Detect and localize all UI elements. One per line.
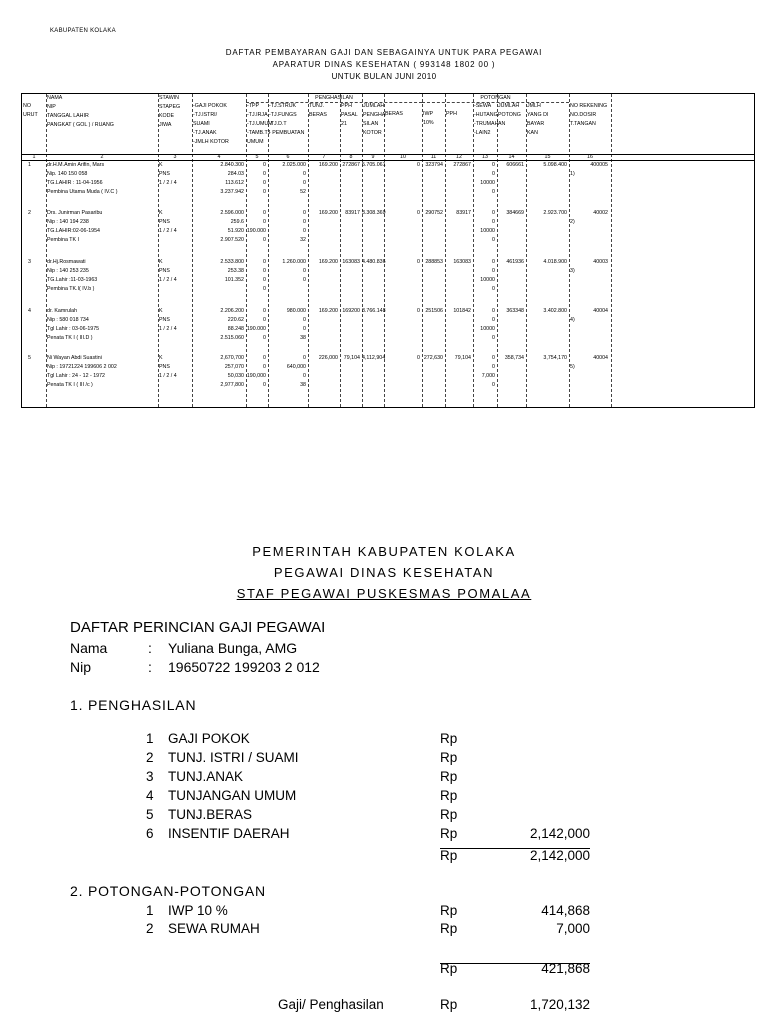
deduction-rice: 0 (417, 210, 420, 216)
status-code: PNS (159, 171, 170, 177)
column-number: 15 (544, 154, 551, 160)
rice-allowance: 226,000 (318, 355, 338, 361)
income-section-title: 1. PENGHASILAN (70, 697, 197, 713)
item-currency: Rp (440, 750, 458, 765)
income-tax: 79,104 (343, 355, 360, 361)
signature-number: 1) (570, 171, 575, 177)
item-value: 2,142,000 (529, 826, 590, 841)
allowance-value: 0 (263, 268, 266, 274)
income-tax: 169200 (342, 308, 360, 314)
income-total-currency: Rp (440, 848, 458, 863)
deduction-section-title: 2. POTONGAN-POTONGAN (70, 883, 266, 899)
header-nama: PANGKAT ( GOL ) / RUANG (47, 122, 114, 128)
salary-value: 3.237.942 (220, 189, 244, 195)
salary-value: 2.907.520 (220, 237, 244, 243)
deduction-tax: 83917 (456, 210, 471, 216)
salary-value: 50,030 (227, 373, 244, 379)
column-number: 9 (371, 154, 375, 160)
header-stawin: KODE (159, 113, 175, 119)
nip-separator: : (148, 659, 152, 675)
signature-number: 4) (570, 317, 575, 323)
structural-allowance: 0 (303, 180, 306, 186)
item-number: 1 (146, 731, 154, 746)
salary-value: 2,670,700 (220, 355, 244, 361)
header-stawin: STAPEG (159, 104, 181, 110)
deduction-rent: 0 (492, 335, 495, 341)
header-tpp: -TAMB.TJ (247, 130, 271, 136)
salary-value: 2,977,800 (220, 382, 244, 388)
header-sewa: -TRUMAH (474, 121, 499, 127)
allowance-value: 0 (263, 317, 266, 323)
employee-info: dr.H.M.Amin Arifin, Mars (47, 162, 105, 168)
deduction-tax: 163083 (453, 259, 471, 265)
employee-info: dr. Kamrulah (47, 308, 78, 314)
item-currency: Rp (440, 921, 458, 936)
net-pay: 2.923.700 (543, 210, 567, 216)
employee-info: TG.LAHIR:02-06-1954 (47, 228, 100, 234)
header-jml_pot: JUMLAH (498, 103, 520, 109)
deduction-rent: 0 (492, 237, 495, 243)
allowance-value: 0 (263, 219, 266, 225)
salary-value: 284.03 (227, 171, 244, 177)
item-number: 2 (146, 750, 154, 765)
status-code: K (159, 308, 163, 314)
column-number: 6 (286, 154, 290, 160)
status-code: 1 / 2 / 4 (159, 277, 177, 283)
header-jumlah: PENGHA (363, 112, 386, 118)
deduction-rent: 0 (492, 259, 495, 265)
structural-allowance: 0 (303, 277, 306, 283)
header-sewa: -SEWA (474, 103, 492, 109)
header-struk: -TJ.STRUK (269, 103, 297, 109)
account-number: 400005 (590, 162, 608, 168)
deduction-rent: 0 (492, 162, 495, 168)
deduction-rent: 10000 (480, 277, 495, 283)
doc-title-line3: UNTUK BULAN JUNI 2010 (331, 72, 437, 81)
header-gaji: -TJ.ISTRI/ (193, 112, 218, 118)
allowance-value: 0 (263, 180, 266, 186)
net-pay: 5.098.400 (543, 162, 567, 168)
item-number: 5 (146, 807, 154, 822)
salary-value: 257,070 (224, 364, 244, 370)
column-number: 16 (587, 154, 593, 160)
header-iwp: IWP (423, 111, 434, 117)
deduction-rent: 10000 (480, 228, 495, 234)
deduction-iwp: 272,630 (423, 355, 443, 361)
account-number: 40002 (593, 210, 608, 216)
deduction-rent: 7,000 (481, 373, 495, 379)
staff-title: STAF PEGAWAI PUSKESMAS POMALAA (236, 586, 532, 601)
allowance-value: 0 (263, 335, 266, 341)
employee-info: dr.Hj.Rosmawati (47, 259, 86, 265)
item-currency: Rp (440, 826, 458, 841)
dept-title: PEGAWAI DINAS KESEHATAN (273, 565, 495, 580)
structural-allowance: 1.260.000 (282, 259, 306, 265)
deduction-rent: 0 (492, 382, 495, 388)
net-salary-currency: Rp (440, 997, 458, 1012)
item-currency: Rp (440, 788, 458, 803)
doc-title-line2: APARATUR DINAS KESEHATAN ( 993148 1802 00 ) (272, 60, 496, 69)
account-number: 40003 (593, 259, 608, 265)
salary-value: 2.533.800 (220, 259, 244, 265)
structural-allowance: 0 (303, 317, 306, 323)
deduction-rent: 0 (492, 171, 495, 177)
header-gaji: -JMLH KOTOR (193, 139, 229, 145)
column-number: 4 (217, 154, 221, 160)
column-number: 5 (255, 154, 259, 160)
salary-value: 2.596.000 (220, 210, 244, 216)
account-number: 40004 (593, 355, 608, 361)
header-tpp: UMUM (247, 139, 264, 145)
gross-total: 3.308.369 (362, 210, 386, 216)
allowance-value: 0 (263, 286, 266, 292)
deduction-rent: 0 (492, 189, 495, 195)
deduction-iwp: 323794 (425, 162, 443, 168)
status-code: 1 / 2 / 4 (159, 373, 177, 379)
employee-info: Pembina Utama Muda ( IV.C ) (47, 189, 118, 195)
signature-number: 3) (570, 268, 575, 274)
status-code: 1 / 2 / 4 (159, 180, 177, 186)
structural-allowance: 980.000 (286, 308, 306, 314)
income-tax: 83917 (345, 210, 360, 216)
net-salary-value: 1,720,132 (529, 997, 590, 1012)
header-nama: NIP (47, 104, 56, 110)
deduction-rent: 0 (492, 364, 495, 370)
income-tax: 163083 (342, 259, 360, 265)
salary-value: 51.920 (227, 228, 244, 234)
employee-info: TG.Lahir :11-03-1963 (47, 277, 98, 283)
employee-info: Drs. Junirman Pasaribu (47, 210, 103, 216)
allowance-value: 0 (263, 364, 266, 370)
nama-value: Yuliana Bunga, AMG (168, 640, 298, 656)
allowance-value: 190.000 (246, 326, 266, 332)
employee-info: Pembina TK I (47, 237, 79, 243)
salary-value: 2.840.300 (220, 162, 244, 168)
header-jmlh: BAYAR (527, 121, 545, 127)
salary-value: 253.38 (227, 268, 244, 274)
salary-value: 2.206.200 (220, 308, 244, 314)
structural-allowance: 0 (303, 326, 306, 332)
salary-value: 113.612 (225, 180, 244, 186)
header-sewa: -LAIN2 (474, 130, 491, 136)
header-jmlh: KAN (527, 130, 538, 136)
header-jumlah: KOTOR (363, 130, 382, 136)
structural-allowance: 38 (300, 335, 306, 341)
item-label: GAJI POKOK (168, 731, 250, 746)
net-pay: 3,754,170 (543, 355, 567, 361)
deduction-total: 461936 (506, 259, 524, 265)
header-jmlh: YANG DI (527, 112, 549, 118)
allowance-value: 0 (263, 237, 266, 243)
income-total-value: 2,142,000 (529, 848, 590, 863)
header-tpp: -TJ.IRJA (247, 112, 268, 118)
deduction-iwp: 288853 (425, 259, 443, 265)
gross-total: 5.705.061 (362, 162, 386, 168)
row-number: 3 (28, 259, 31, 265)
employee-info: Tgl Lahir : 03-06-1975 (47, 326, 100, 332)
header-rek: NO.DOSIR (570, 112, 597, 118)
structural-allowance: 0 (303, 355, 306, 361)
column-number: 10 (400, 154, 406, 160)
status-code: 1 / 2 / 4 (159, 228, 177, 234)
row-number: 1 (28, 162, 31, 168)
header-gaji: SUAMI (193, 121, 210, 127)
gov-title: PEMERINTAH KABUPATEN KOLAKA (252, 544, 516, 559)
status-code: K (159, 210, 163, 216)
deduction-rent: 10000 (480, 180, 495, 186)
deduction-tax: 79,104 (454, 355, 471, 361)
item-number: 3 (146, 769, 154, 784)
employee-info: Pembina TK.I( IV.b ) (47, 286, 95, 292)
deduction-iwp: 290752 (425, 210, 443, 216)
header-beras: TUNJ. (309, 103, 325, 109)
deduction-rice: 0 (417, 308, 420, 314)
item-currency: Rp (440, 731, 458, 746)
net-pay: 3.402.800 (543, 308, 567, 314)
allowance-value: 0 (263, 259, 266, 265)
deduction-rent: 0 (492, 308, 495, 314)
rice-allowance: 169.200 (318, 308, 338, 314)
structural-allowance: 0 (303, 228, 306, 234)
column-number: 8 (349, 154, 353, 160)
employee-info: Tgl Lahir : 24 - 12 - 1972 (47, 373, 106, 379)
agency-name: KABUPATEN KOLAKA (50, 28, 116, 34)
item-number: 1 (146, 903, 154, 918)
detail-title: DAFTAR PERINCIAN GAJI PEGAWAI (70, 619, 326, 636)
column-number: 1 (32, 154, 36, 160)
deduction-total: 606661 (506, 162, 524, 168)
item-label: SEWA RUMAH (168, 921, 260, 936)
deduction-rent: 0 (492, 219, 495, 225)
deduction-total-currency: Rp (440, 961, 458, 976)
payroll-table (21, 93, 755, 408)
deduction-rice: 0 (417, 259, 420, 265)
header-tpp: -TPP (247, 103, 260, 109)
allowance-value: 0 (263, 382, 266, 388)
header-tpp: -TJ.UMUM (247, 121, 273, 127)
item-label: TUNJ.ANAK (168, 769, 244, 784)
deduction-rent: 0 (492, 268, 495, 274)
deduction-rent: 10000 (480, 326, 495, 332)
employee-info: Nip. 140 150 058 (47, 171, 88, 177)
header-no: URUT (23, 112, 38, 118)
status-code: 1 / 2 / 4 (159, 326, 177, 332)
employee-info: Penata TK I ( III /c ) (47, 382, 93, 388)
column-number: 12 (456, 154, 462, 160)
item-value: 414,868 (541, 903, 590, 918)
deduction-rent: 0 (492, 286, 495, 292)
header-jumlah: JUMLAH (363, 103, 385, 109)
header-pph: PASAL (341, 112, 358, 118)
item-label: INSENTIF DAERAH (168, 826, 290, 841)
nama-label: Nama (70, 640, 108, 656)
header-no: NO (23, 103, 31, 109)
item-currency: Rp (440, 903, 458, 918)
structural-allowance: 2.025.000 (282, 162, 306, 168)
deduction-total: 384669 (506, 210, 524, 216)
structural-allowance: 0 (303, 219, 306, 225)
deduction-total: 358,734 (504, 355, 524, 361)
deduction-rent: 0 (492, 210, 495, 216)
status-code: K (159, 259, 163, 265)
item-label: TUNJ. ISTRI / SUAMI (168, 750, 299, 765)
employee-info: TG.LAHIR : 11-04-1956 (47, 180, 103, 186)
item-number: 4 (146, 788, 154, 803)
item-label: IWP 10 % (168, 903, 228, 918)
row-number: 5 (28, 355, 31, 361)
column-number: 7 (322, 154, 326, 160)
structural-allowance: 0 (303, 171, 306, 177)
employee-info: Nip : 580 018 734 (47, 317, 89, 323)
status-code: PNS (159, 317, 170, 323)
nip-value: 19650722 199203 2 012 (168, 659, 320, 675)
header-nama: NAMA (47, 95, 63, 101)
deduction-rent: 0 (492, 317, 495, 323)
structural-allowance: 0 (303, 210, 306, 216)
header-gaji: -TJ.ANAK (193, 130, 217, 136)
employee-info: Nip : 19721224 199606 2 002 (47, 364, 117, 370)
income-tax: 272867 (342, 162, 360, 168)
salary-value: 101.352 (224, 277, 244, 283)
gross-total: 3.766.148 (362, 308, 386, 314)
header-pph: PPH (341, 103, 352, 109)
signature-number: 5) (570, 364, 575, 370)
deduction-rent: 0 (492, 355, 495, 361)
row-number: 2 (28, 210, 31, 216)
nama-separator: : (148, 640, 152, 656)
item-number: 6 (146, 826, 154, 841)
rice-allowance: 169.200 (318, 259, 338, 265)
item-number: 2 (146, 921, 154, 936)
allowance-value: 0 (263, 355, 266, 361)
column-number: 13 (482, 154, 488, 160)
allowance-value: 0 (263, 162, 266, 168)
header-pot_beras: BERAS (385, 111, 403, 117)
header-jml_pot: POTONG (498, 112, 521, 118)
header-beras: BERAS (309, 112, 327, 118)
salary-value: 259.6 (230, 219, 244, 225)
status-code: PNS (159, 219, 170, 225)
item-label: TUNJ.BERAS (168, 807, 253, 822)
deduction-rice: 0 (417, 355, 420, 361)
structural-allowance: 38 (300, 382, 306, 388)
status-code: K (159, 355, 163, 361)
structural-allowance: 32 (300, 237, 306, 243)
row-number: 4 (28, 308, 31, 314)
column-number: 14 (508, 154, 515, 160)
salary-value: 88.248 (227, 326, 244, 332)
group-header-penghasilan: PENGHASILAN (315, 95, 353, 101)
gross-total: 4.480.836 (362, 259, 386, 265)
header-struk: -TJ.D.T (269, 121, 287, 127)
header-rek: T.TANGAN (570, 121, 596, 127)
structural-allowance: 52 (300, 189, 306, 195)
doc-title-line1: DAFTAR PEMBAYARAN GAJI DAN SEBAGAINYA UNTUK PARA PEGAWAI (225, 48, 543, 57)
salary-value: 2.515.060 (220, 335, 244, 341)
header-stawin: JIWA (159, 122, 172, 128)
deduction-rice: 0 (417, 162, 420, 168)
net-pay: 4.018.900 (543, 259, 567, 265)
status-code: PNS (159, 268, 170, 274)
deduction-iwp: 251506 (425, 308, 443, 314)
header-sewa: -HUTANG (474, 112, 498, 118)
employee-info: Nip : 140 253 235 (47, 268, 89, 274)
allowance-value: 190,000 (246, 373, 266, 379)
header-iwp: 10% (423, 120, 434, 126)
deduction-tax: 101842 (453, 308, 471, 314)
rice-allowance: 169.200 (318, 210, 338, 216)
header-nama: TANGGAL LAHIR (47, 113, 89, 119)
group-header-potongan: POTONGAN (480, 95, 511, 101)
structural-allowance: 0 (303, 373, 306, 379)
employee-info: Penata TK I ( III.D ) (47, 335, 93, 341)
item-value: 7,000 (556, 921, 590, 936)
header-jml_pot: AN (498, 121, 506, 127)
group-divider (422, 102, 569, 103)
allowance-value: 190.000 (246, 228, 266, 234)
column-divider (611, 94, 612, 407)
status-code: K (159, 162, 163, 168)
allowance-value: 0 (263, 277, 266, 283)
item-currency: Rp (440, 769, 458, 784)
deduction-tax: 272867 (453, 162, 471, 168)
item-currency: Rp (440, 807, 458, 822)
header-jumlah: SILAN (363, 121, 379, 127)
header-struk: -TJ.FUNGS (269, 112, 297, 118)
header-pph: 21 (341, 121, 347, 127)
header-rek: NO REKENING (570, 103, 608, 109)
item-label: TUNJANGAN UMUM (168, 788, 297, 803)
column-number: 2 (100, 154, 104, 160)
header-struk: - PEMBUATAN (269, 130, 305, 136)
allowance-value: 0 (263, 189, 266, 195)
header-pot_pph: PPH (446, 111, 457, 117)
deduction-total: 363348 (506, 308, 524, 314)
signature-number: 2) (570, 219, 575, 225)
gross-total: 4,112,904 (362, 355, 386, 361)
column-number: 3 (173, 154, 177, 160)
header-gaji: -GAJI POKOK (193, 103, 227, 109)
header-stawin: STAWIN (159, 95, 180, 101)
deduction-total-value: 421,868 (541, 961, 590, 976)
nip-label: Nip (70, 659, 92, 675)
employee-info: Ni Wayan Abdi Suastini (47, 355, 102, 361)
allowance-value: 0 (263, 171, 266, 177)
net-salary-label: Gaji/ Penghasilan (278, 997, 384, 1012)
employee-info: Nip : 140 194 238 (47, 219, 89, 225)
rice-allowance: 169.200 (318, 162, 338, 168)
allowance-value: 0 (263, 308, 266, 314)
account-number: 40004 (593, 308, 608, 314)
allowance-value: 0 (263, 210, 266, 216)
header-jmlh: JMLH (527, 103, 541, 109)
column-number: 11 (430, 154, 437, 160)
salary-value: 220.62 (227, 317, 244, 323)
status-code: PNS (159, 364, 170, 370)
structural-allowance: 640,000 (286, 364, 306, 370)
structural-allowance: 0 (303, 268, 306, 274)
